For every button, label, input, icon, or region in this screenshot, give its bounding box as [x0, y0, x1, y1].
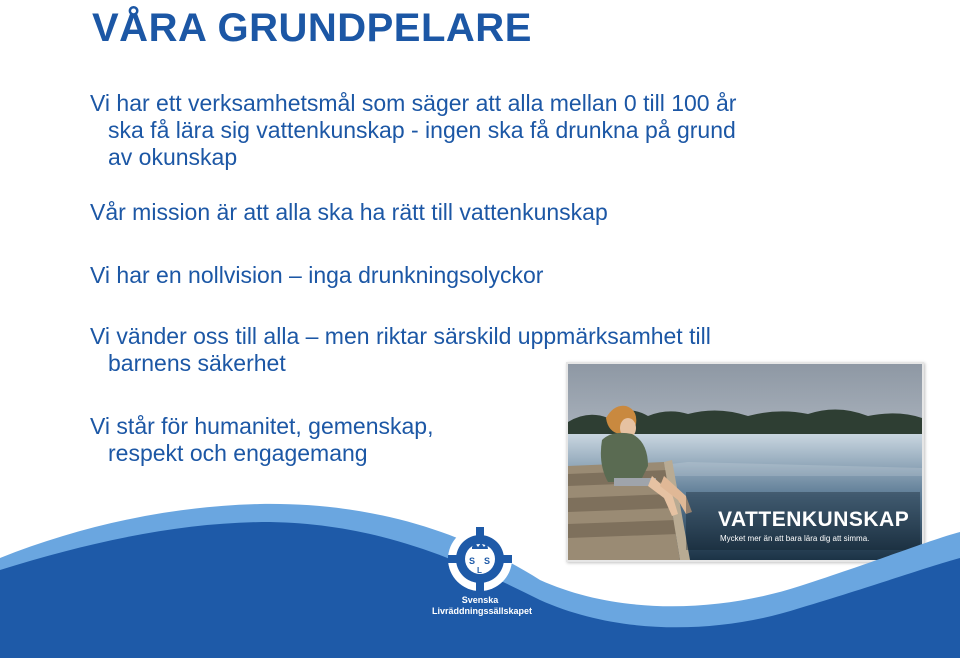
photo-caption: Mycket mer än att bara lära dig att simma.	[720, 534, 870, 543]
logo-name-line1: Svenska	[461, 595, 499, 605]
paragraph-goal-line3: av okunskap	[108, 144, 238, 170]
photo-headline: VATTENKUNSKAP	[718, 508, 910, 531]
paragraph-goal-line2: ska få lära sig vattenkunskap - ingen ska få drunkna på grund	[108, 117, 736, 143]
paragraph-mission-line1: Vår mission är att alla ska ha rätt till vattenkunskap	[90, 199, 608, 225]
logo-letter-l: L	[477, 566, 482, 575]
paragraph-goal-line1: Vi har ett verksamhetsmål som säger att alla mellan 0 till 100 år	[90, 90, 737, 116]
lifebuoy-icon	[432, 525, 528, 595]
paragraph-vision	[90, 262, 870, 289]
paragraph-values-line2: respekt och engagemang	[108, 440, 368, 466]
paragraph-audience-line2: barnens säkerhet	[108, 350, 286, 376]
paragraph-vision-line1: Vi har en nollvision – inga drunkningsolyckor	[90, 262, 544, 288]
sls-logo	[432, 525, 533, 616]
paragraph-audience-line1: Vi vänder oss till alla – men riktar särskild uppmärksamhet till	[90, 323, 711, 349]
paragraph-goal	[90, 90, 870, 171]
logo-name-line2: Livräddningssällskapet	[432, 606, 533, 616]
paragraph-mission	[90, 199, 870, 226]
logo-letter-s1: S	[469, 556, 476, 566]
logo-letter-s2: S	[484, 556, 491, 566]
paragraph-values-line1: Vi står för humanitet, gemenskap,	[90, 413, 434, 439]
slide-title: VÅRA GRUNDPELARE	[92, 6, 532, 50]
